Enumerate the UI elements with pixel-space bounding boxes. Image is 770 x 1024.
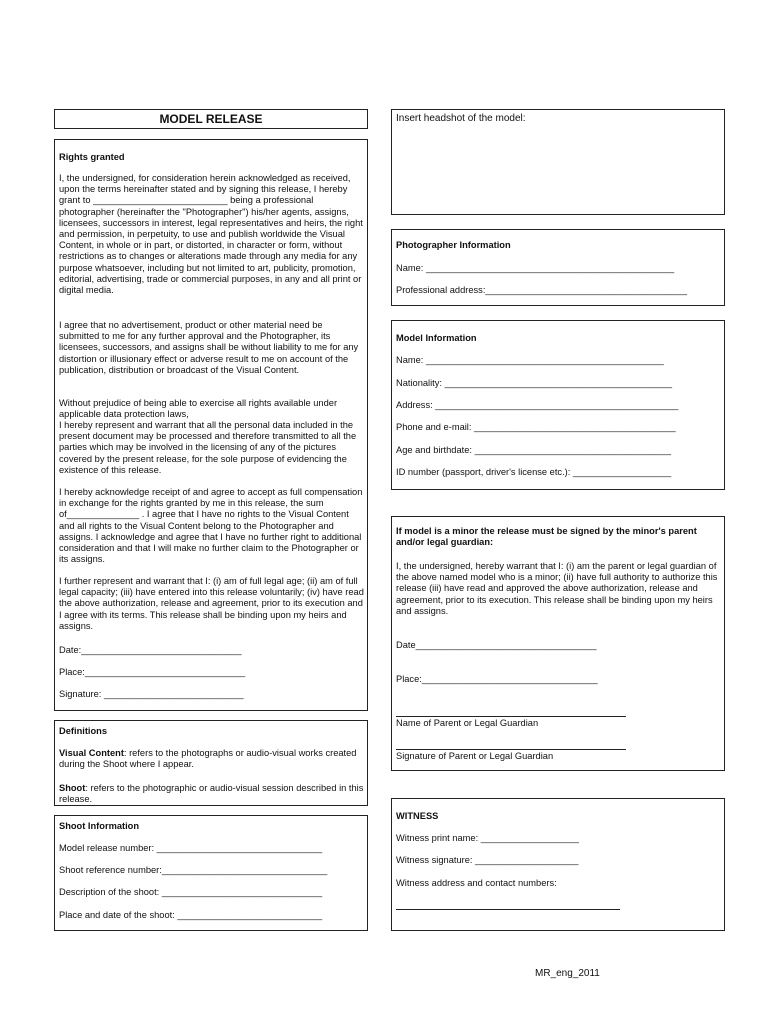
guardian-name-line[interactable] bbox=[396, 716, 626, 717]
model-phone-field[interactable]: Phone and e-mail: _______________________________________ bbox=[396, 422, 676, 432]
guardian-heading: If model is a minor the release must be signed by the minor's parent and/or legal guardian: bbox=[396, 526, 697, 548]
headshot-label: Insert headshot of the model: bbox=[396, 113, 526, 124]
guardian-signature-label: Signature of Parent or Legal Guardian bbox=[396, 751, 554, 761]
signature-field[interactable]: Signature: ___________________________ bbox=[59, 689, 244, 699]
release-paragraph-4: I hereby represent and warrant that all the personal data included in the present document may be processed and therefore transmitted to all the parties which may be involved in the licensing of any of the pictures covered by the present release, for the sole purpose of evidencing the existence of this release. bbox=[59, 420, 357, 475]
witness-address-label: Witness address and contact numbers: bbox=[396, 878, 557, 888]
release-paragraph-6: I further represent and warrant that I: (i) am of full legal age; (ii) am of full legal capacity; (iii) have entered into this release voluntarily; (iv) have read the above authorization, release and agreement, prior to its execution and I agree with its terms. This release shall be binding upon my heirs and assigns. bbox=[59, 576, 364, 631]
model-id-field[interactable]: ID number (passport, driver's license etc.): ___________________ bbox=[396, 467, 672, 477]
guardian-section bbox=[391, 516, 725, 771]
rights-heading: Rights granted bbox=[59, 152, 125, 162]
model-release-number-field[interactable]: Model release number: ________________________________ bbox=[59, 843, 323, 853]
release-paragraph-5: I hereby acknowledge receipt of and agree to accept as full compensation in exchange for the rights granted by me in this release, the sum of______________ . I agree that I have no rights to the Visual Content and all rights to the Visual Content belong to the Photographer and assigns. I acknowledge and agree that I have no further right to additional consideration and that I will make no further claim to the Photographer or its assigns. bbox=[59, 487, 363, 565]
rights-granted-section bbox=[54, 139, 368, 711]
shoot-text: : refers to the photographic or audio-visual session described in this release. bbox=[59, 783, 364, 805]
witness-section bbox=[391, 798, 725, 931]
release-paragraph-3: Without prejudice of being able to exercise all rights available under applicable data protection laws, bbox=[59, 398, 338, 420]
release-paragraph-1: I, the undersigned, for consideration herein acknowledged as received, upon the terms hereinafter stated and by signing this release, I hereby grant to __________________________ being a professional photographer (hereinafter the "Photographer") his/her agents, assigns, licensees, successors in interest, legal representatives and heirs, the right and permission, in perpetuity, to use and publish worldwide the Visual Content, in whole or in part, or distorted, in character or form, without restrictions as to changes or alterations made through any media for any purpose whatsoever, including but not limited to art, publicity, promotion, editorial, advertising, trade or commercial purposes, in any and all print or digital media. bbox=[59, 173, 363, 296]
release-paragraph-2: I agree that no advertisement, product or other material need be submitted to me for any further approval and the Photographer, its licensees, successors, and assigns shall be without liability to me for any distortion or illusionary effect or adverse result to me on account of the publication, distribution or broadcast of the Visual Content. bbox=[59, 320, 359, 375]
shoot-definition bbox=[59, 783, 365, 805]
page-title: MODEL RELEASE bbox=[54, 109, 368, 129]
form-code: MR_eng_2011 bbox=[535, 968, 600, 979]
visual-content-definition bbox=[59, 748, 365, 770]
shoot-description-field[interactable]: Description of the shoot: _______________________________ bbox=[59, 887, 323, 897]
witness-address-line[interactable] bbox=[396, 909, 620, 910]
shoot-term: Shoot bbox=[59, 783, 86, 793]
model-name-field[interactable]: Name: ______________________________________________ bbox=[396, 355, 664, 365]
guardian-statement: I, the undersigned, hereby warrant that I: (i) am the parent or legal guardian of the above named model who is a minor; (ii) have full authority to authorize this release (iii) have read and approved the above authorization, release and agreement, prior to its execution. This release shall be binding upon my heirs and assigns. bbox=[396, 561, 718, 616]
model-information-section bbox=[391, 320, 725, 490]
witness-name-field[interactable]: Witness print name: ___________________ bbox=[396, 833, 579, 843]
shoot-reference-field[interactable]: Shoot reference number:________________________________ bbox=[59, 865, 328, 875]
date-field[interactable]: Date:_______________________________ bbox=[59, 645, 242, 655]
guardian-name-label: Name of Parent or Legal Guardian bbox=[396, 718, 539, 728]
witness-signature-field[interactable]: Witness signature: ____________________ bbox=[396, 855, 579, 865]
photographer-address-field[interactable]: Professional address:_______________________________________ bbox=[396, 285, 688, 295]
model-nationality-field[interactable]: Nationality: ____________________________________________ bbox=[396, 378, 673, 388]
model-address-field[interactable]: Address: _______________________________________________ bbox=[396, 400, 679, 410]
witness-heading: WITNESS bbox=[396, 811, 439, 821]
definitions-heading: Definitions bbox=[59, 726, 108, 736]
guardian-date-field[interactable]: Date___________________________________ bbox=[396, 640, 597, 650]
guardian-signature-line[interactable] bbox=[396, 749, 626, 750]
shoot-information-section bbox=[54, 815, 368, 931]
photographer-name-field[interactable]: Name: ________________________________________________ bbox=[396, 263, 675, 273]
definitions-section bbox=[54, 720, 368, 806]
headshot-box[interactable] bbox=[391, 109, 725, 215]
shoot-place-date-field[interactable]: Place and date of the shoot: ____________________________ bbox=[59, 910, 323, 920]
model-heading: Model Information bbox=[396, 333, 477, 343]
place-field[interactable]: Place:_______________________________ bbox=[59, 667, 246, 677]
guardian-place-field[interactable]: Place:__________________________________ bbox=[396, 674, 598, 684]
shoot-heading: Shoot Information bbox=[59, 821, 140, 831]
photographer-heading: Photographer Information bbox=[396, 240, 511, 250]
model-age-field[interactable]: Age and birthdate: ______________________________________ bbox=[396, 445, 672, 455]
visual-content-text: : refers to the photographs or audio-visual works created during the Shoot where I appear. bbox=[59, 748, 357, 770]
photographer-information-section bbox=[391, 229, 725, 306]
visual-content-term: Visual Content bbox=[59, 748, 124, 758]
